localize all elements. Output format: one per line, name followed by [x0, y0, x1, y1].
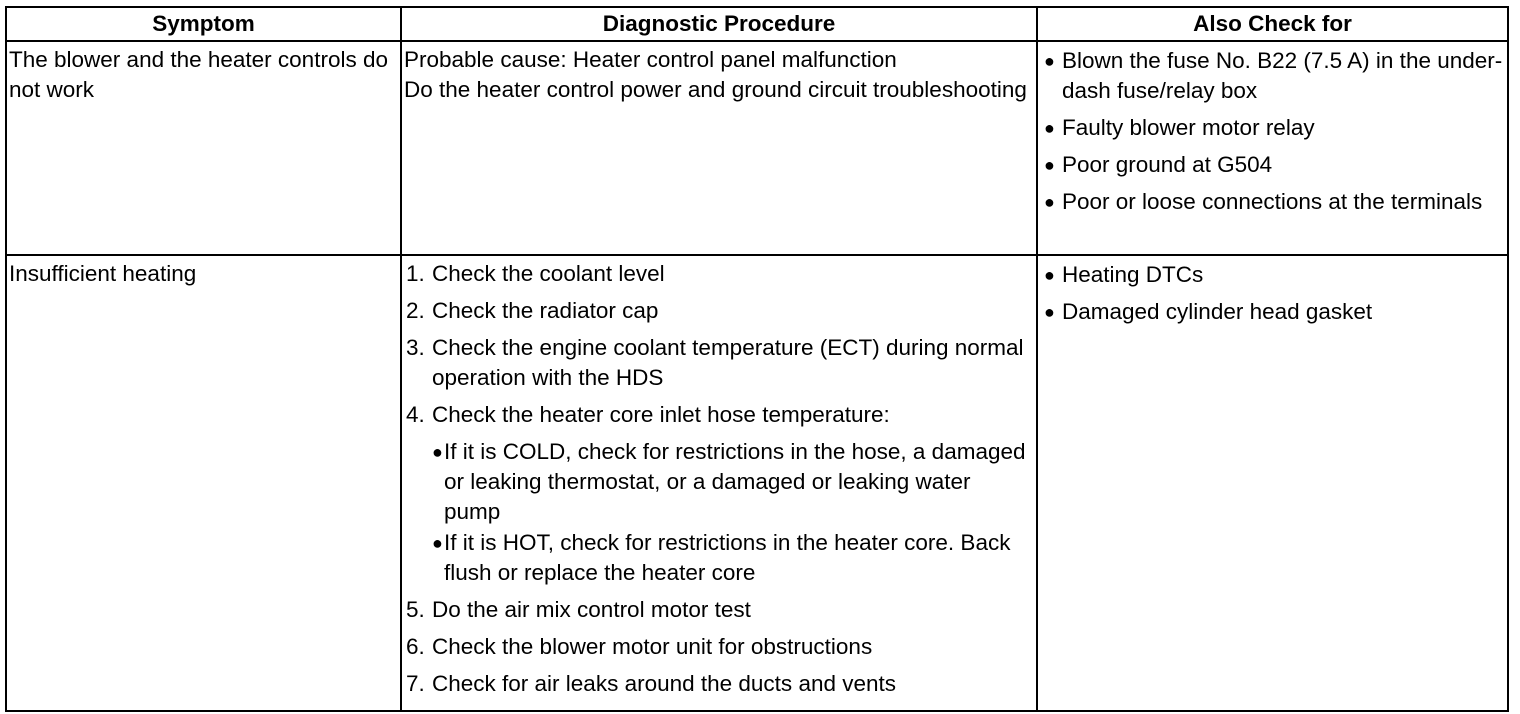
sub-item [432, 437, 1032, 527]
procedure-steps [404, 259, 1032, 699]
also-check-cell [1037, 41, 1508, 255]
sub-list [432, 437, 1032, 588]
step-item [404, 296, 1032, 326]
step-number: 7. [406, 671, 425, 696]
step-text: Check the blower motor unit for obstructions [432, 634, 873, 659]
sub-item-text: If it is COLD, check for restrictions in the hose, a damaged or leaking thermostat, or a damaged or leaking water pump [444, 439, 1026, 524]
bullet-icon: ● [1044, 118, 1055, 138]
list-item-text: Poor or loose connections at the terminals [1062, 189, 1483, 214]
step-text: Do the air mix control motor test [432, 597, 751, 622]
procedure-cell [401, 255, 1037, 711]
list-item [1044, 260, 1503, 290]
bullet-icon: ● [432, 533, 443, 553]
list-item [1044, 187, 1503, 217]
step-text: Check the engine coolant temperature (ECT) during normal operation with the HDS [432, 335, 1024, 390]
list-item-text: Poor ground at G504 [1062, 152, 1273, 177]
step-text: Check for air leaks around the ducts and vents [432, 671, 897, 696]
step-number: 2. [406, 298, 425, 323]
step-text: Check the radiator cap [432, 298, 659, 323]
list-item-text: Heating DTCs [1062, 262, 1204, 287]
list-item-text: Blown the fuse No. B22 (7.5 A) in the under-dash fuse/relay box [1062, 48, 1503, 103]
step-text: Check the heater core inlet hose temperature: [432, 402, 890, 427]
procedure-line: Probable cause: Heater control panel malfunction [404, 47, 897, 72]
procedure-cell [401, 41, 1037, 255]
bullet-icon: ● [1044, 192, 1055, 212]
symptom-cell [6, 255, 401, 711]
step-item [404, 669, 1032, 699]
list-item-text: Damaged cylinder head gasket [1062, 299, 1373, 324]
bullet-icon: ● [1044, 302, 1055, 322]
step-number: 6. [406, 634, 425, 659]
bullet-icon: ● [1044, 155, 1055, 175]
list-item [1044, 150, 1503, 180]
symptom-text: Insufficient heating [9, 261, 197, 286]
header-row [6, 7, 1508, 41]
header-symptom: Symptom [6, 7, 401, 41]
list-item-text: Faulty blower motor relay [1062, 115, 1315, 140]
header-also-check-for: Also Check for [1037, 7, 1508, 41]
step-item [404, 632, 1032, 662]
procedure-line: Do the heater control power and ground circuit troubleshooting [404, 77, 1027, 102]
step-item [404, 400, 1032, 588]
bullet-icon: ● [1044, 265, 1055, 285]
step-number: 5. [406, 597, 425, 622]
also-check-cell [1037, 255, 1508, 711]
step-number: 4. [406, 402, 425, 427]
step-text: Check the coolant level [432, 261, 665, 286]
step-number: 3. [406, 335, 425, 360]
symptom-text: The blower and the heater controls do not work [9, 47, 388, 102]
also-check-list [1044, 46, 1503, 217]
symptom-cell [6, 41, 401, 255]
list-item [1044, 297, 1503, 327]
list-item [1044, 113, 1503, 143]
also-check-list [1044, 260, 1503, 327]
step-item [404, 595, 1032, 625]
step-item [404, 333, 1032, 393]
table-row [6, 41, 1508, 255]
table-row [6, 255, 1508, 711]
bullet-icon: ● [1044, 51, 1055, 71]
sub-item [432, 528, 1032, 588]
list-item [1044, 46, 1503, 106]
bullet-icon: ● [432, 442, 443, 462]
sub-item-text: If it is HOT, check for restrictions in the heater core. Back flush or replace the heater core [444, 530, 1011, 585]
troubleshooting-table [5, 6, 1509, 712]
step-item [404, 259, 1032, 289]
step-number: 1. [406, 261, 425, 286]
header-diagnostic-procedure: Diagnostic Procedure [401, 7, 1037, 41]
